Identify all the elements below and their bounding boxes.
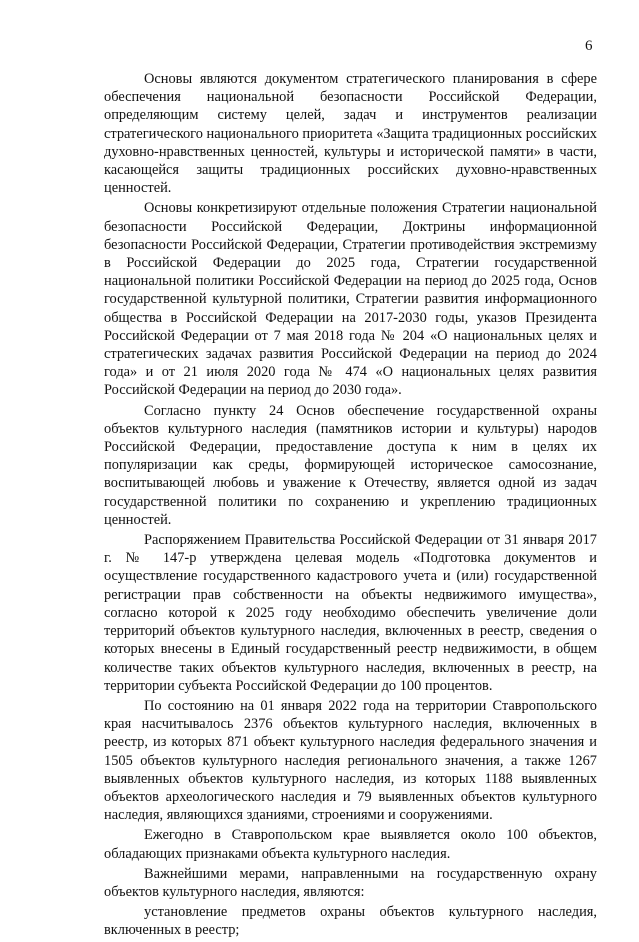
paragraph-annual-discovery: Ежегодно в Ставропольском крае выявляется около 100 объектов, обладающих признаками объекта культурного наследия. <box>104 827 597 862</box>
paragraph-government-order: Распоряжением Правительства Российской Федерации от 31 января 2017 г. № 147-р утверждена целевая модель «Подготовка документов и осуществление государственного кадастрового учета и (или) государственной регистрации прав собственности на объекты недвижимого имущества», согласно которой к 2025 году необходимо обеспечить увеличение доли территорий объектов культурного наследия, включенных в реестр, сведения о которых внесены в Единый государственный реестр недвижимости, в общем количестве таких объектов культурного наследия, включенных в реестр, на территории субъекта Российской Федерации до 100 процентов. <box>104 532 597 694</box>
paragraph-key-measures: Важнейшими мерами, направленными на государственную охрану объектов культурного наследия, являются: <box>104 865 597 900</box>
paragraph-stavropol-statistics: По состоянию на 01 января 2022 года на территории Ставропольского края насчитывалось 2376 объектов культурного наследия, включенных в реестр, из которых 871 объект культурного наследия федерального значения и 1505 объектов культурного наследия регионального значения, а также 1267 выявленных объектов культурного наследия, из которых 1188 выявленных объектов археологического наследия и 79 выявленных объектов культурного наследия, являющихся зданиями, строениями и сооружениями. <box>104 697 597 824</box>
paragraph-protection-subjects: установление предметов охраны объектов культурного наследия, включенных в реестр; <box>104 904 597 939</box>
paragraph-strategic-planning: Основы являются документом стратегического планирования в сфере обеспечения национальной безопасности Российской Федерации, определяющим систему целей, задач и инструментов реализации стратегического национального приоритета «Защита традиционных российских духовно-нравственных ценностей, культуры и исторической памяти» в части, касающейся защиты традиционных российских духовно-нравственных ценностей. <box>104 71 597 197</box>
paragraph-strategies-list: Основы конкретизируют отдельные положения Стратегии национальной безопасности Российской Федерации, Доктрины информационной безопасности Российской Федерации, Стратегии противодействия экстремизму в Российской Федерации до 2025 года, Стратегии государственной национальной политики Российской Федерации на период до 2025 года, Основ государственной культурной политики, Стратегии развития информационного общества в Российской Федерации на 2017-2030 годы, указов Президента Российской Федерации от 7 мая 2018 года № 204 «О национальных целях и стратегических задачах развития Российской Федерации на период до 2024 года» и от 21 июля 2020 года № 474 «О национальных целях развития Российской Федерации на период до 2030 года». <box>104 200 597 399</box>
page-number: 6 <box>585 38 593 54</box>
document-body <box>104 70 597 942</box>
paragraph-point-24: Согласно пункту 24 Основ обеспечение государственной охраны объектов культурного наследия (памятников истории и культуры) народов Российской Федерации, предоставление доступа к ним в целях их популяризации как среды, формирующей историческое самосознание, воспитывающей любовь и уважение к Отечеству, является одной из задач государственной политики по сохранению и укреплению традиционных ценностей. <box>104 402 597 528</box>
